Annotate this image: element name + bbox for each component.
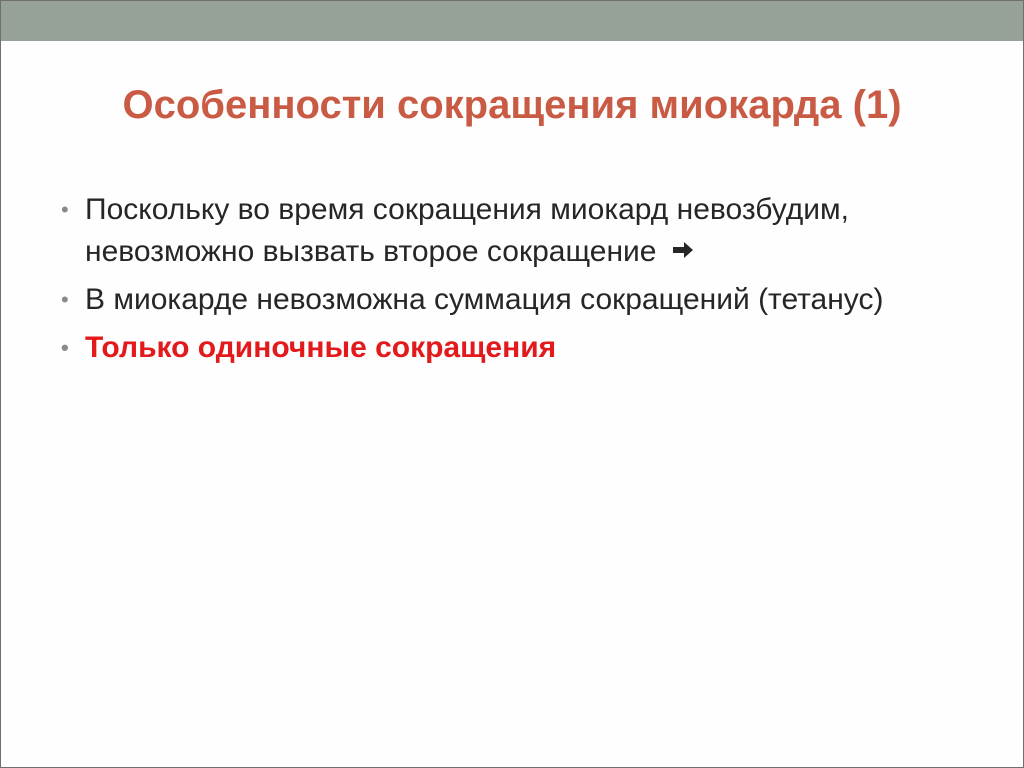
bullet-item bbox=[61, 189, 941, 273]
arrow-right-icon bbox=[671, 230, 695, 272]
bullet-item-emphasis bbox=[61, 327, 941, 369]
bullet-text: Только одиночные сокращения bbox=[85, 331, 557, 364]
bullet-dot: • bbox=[61, 197, 69, 222]
bullet-item bbox=[61, 279, 941, 321]
bullet-text: В миокарде невозможна суммация сокращений (тетанус) bbox=[85, 283, 884, 316]
bullet-dot: • bbox=[61, 287, 69, 312]
slide-title: Особенности сокращения миокарда (1) bbox=[122, 83, 902, 127]
bullet-text: Поскольку во время сокращения миокард невозбудим, невозможно вызвать второе сокращение bbox=[85, 193, 849, 268]
top-band bbox=[1, 1, 1023, 41]
bullet-list bbox=[61, 189, 941, 375]
bullet-dot: • bbox=[61, 335, 69, 360]
